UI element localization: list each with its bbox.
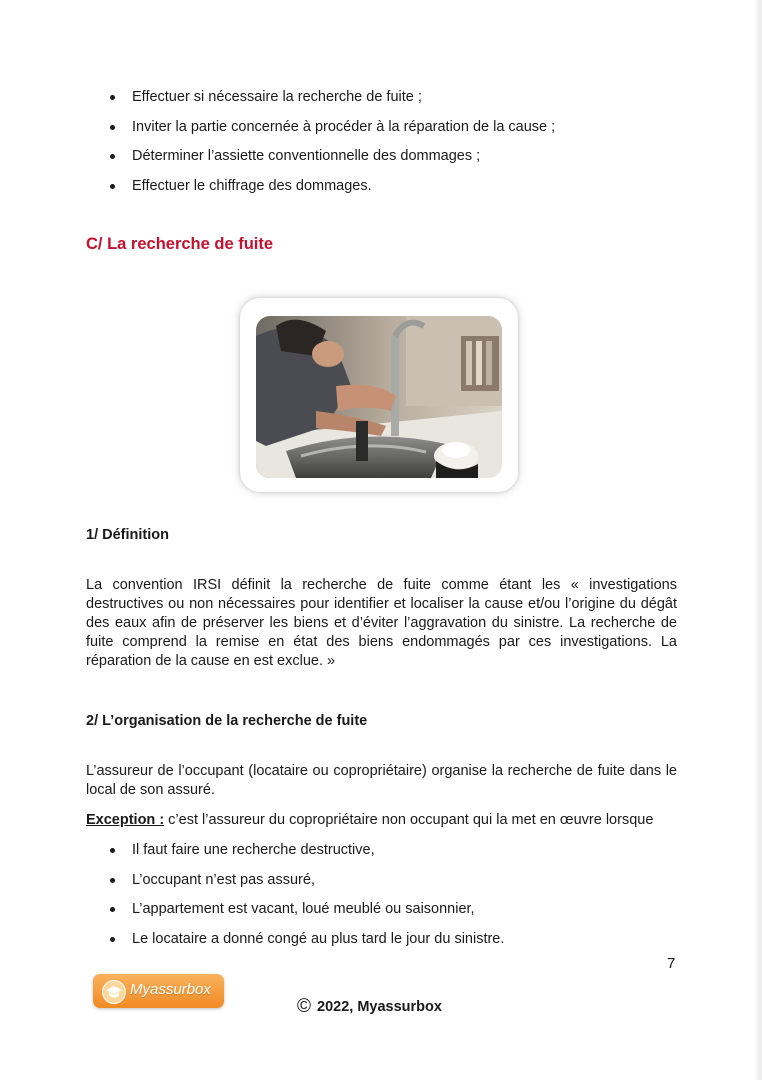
- logo-text: Myassurbox: [130, 981, 211, 998]
- definition-paragraph: La convention IRSI définit la recherche de fuite comme étant les « investigations destructives ou non nécessaires pour identifier et localiser la cause et/ou l’origine du dégât des eaux afin de préserver les biens et d’éviter l’aggravation du sinistre. La recherche de fuite comprend la remise en état des biens endommagés par ces investigations. La réparation de la cause en est exclue. »: [86, 577, 677, 669]
- page-edge: [754, 0, 762, 1080]
- exception-text: c’est l’assureur du copropriétaire non occupant qui la met en œuvre lorsque: [164, 812, 654, 828]
- bullet-icon: [110, 184, 115, 189]
- list-item: L’appartement est vacant, loué meublé ou saisonnier,: [108, 900, 504, 918]
- organisation-paragraph: L’assureur de l’occupant (locataire ou copropriétaire) organise la recherche de fuite dans le local de son assuré.: [86, 763, 677, 798]
- section-title: C/ La recherche de fuite: [86, 235, 274, 253]
- list-item: Déterminer l’assiette conventionnelle des dommages ;: [108, 147, 555, 165]
- list-item: Il faut faire une recherche destructive,: [108, 841, 504, 859]
- bullet-icon: [110, 154, 115, 159]
- exception-paragraph: [86, 811, 677, 830]
- copyright-text: 2022, Myassurbox: [317, 999, 442, 1015]
- exception-label: Exception :: [86, 812, 165, 828]
- footer-copyright: [297, 996, 442, 1018]
- bullet-icon: [110, 937, 115, 942]
- list-item: Effectuer le chiffrage des dommages.: [108, 177, 555, 195]
- bullet-icon: [110, 848, 115, 853]
- list-item: Le locataire a donné congé au plus tard le jour du sinistre.: [108, 930, 504, 948]
- page-number: 7: [667, 955, 676, 972]
- bullet-icon: [110, 907, 115, 912]
- plumber-photo: [240, 298, 518, 492]
- organisation-heading: 2/ L’organisation de la recherche de fuite: [86, 713, 368, 729]
- tasks-bullet-list: [108, 88, 555, 206]
- copyright-icon: ©: [297, 996, 311, 1017]
- list-item: Inviter la partie concernée à procéder à la réparation de la cause ;: [108, 118, 555, 136]
- list-item: L’occupant n’est pas assuré,: [108, 871, 504, 889]
- bullet-icon: [110, 95, 115, 100]
- bullet-icon: [110, 878, 115, 883]
- plumber-photo-icon: [256, 316, 502, 478]
- definition-heading: 1/ Définition: [86, 527, 169, 543]
- bullet-icon: [110, 125, 115, 130]
- myassurbox-logo: [93, 974, 224, 1008]
- list-item: Effectuer si nécessaire la recherche de fuite ;: [108, 88, 555, 106]
- graduation-cap-icon: [102, 980, 126, 1004]
- exception-bullet-list: [108, 841, 504, 959]
